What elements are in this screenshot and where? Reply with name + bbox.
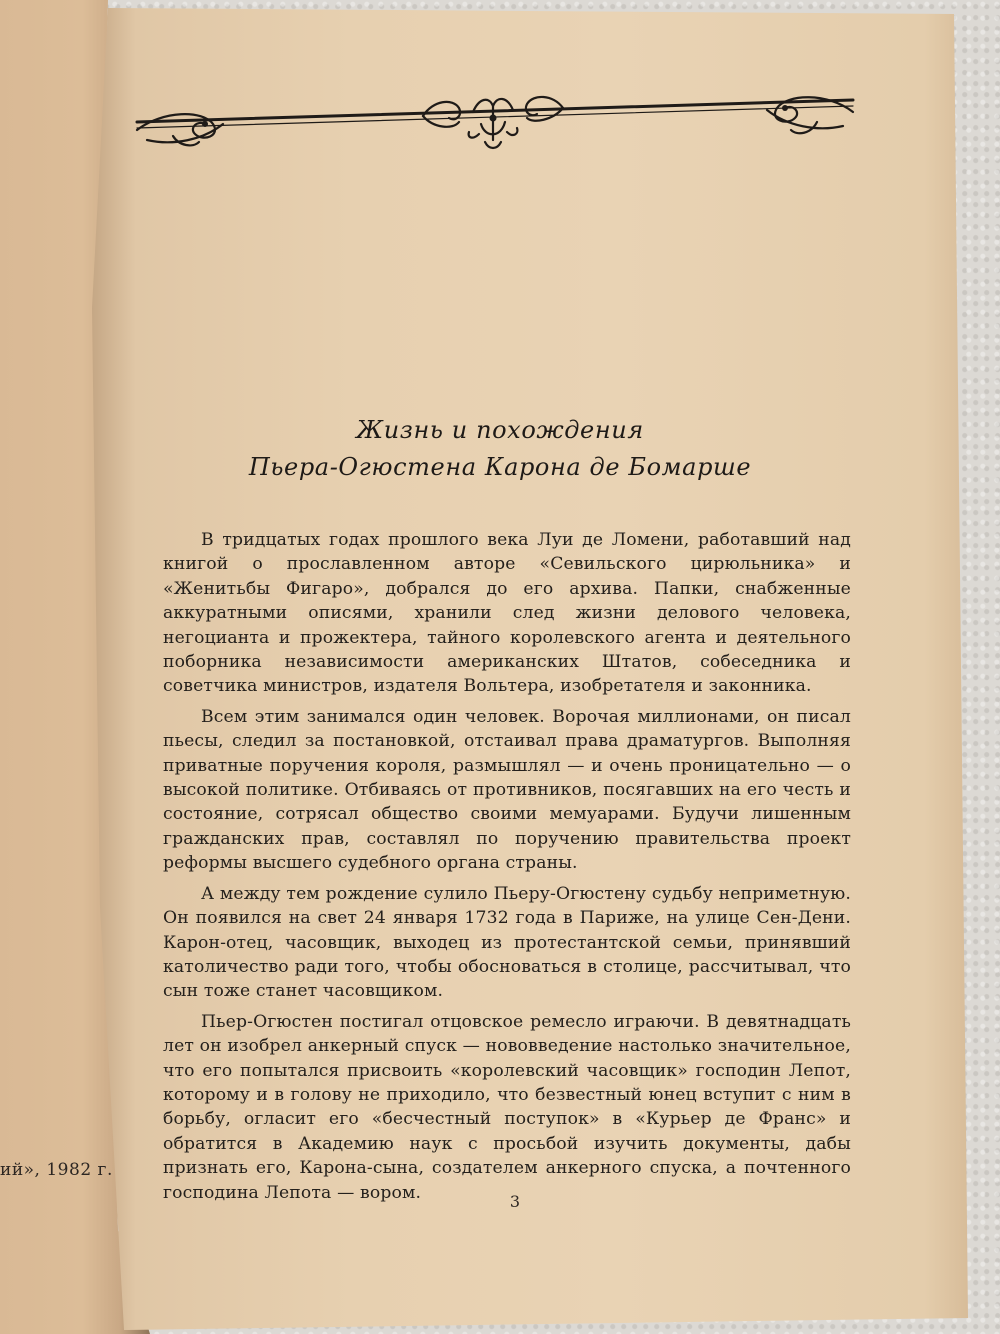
paragraph: А между тем рождение сулило Пьеру-Огюстену судьбу неприметную. Он появился на свет 24 января 1732 года в Париже, на улице Сен-Дени. Карон-отец, часовщик, выходец из протестантской семьи, принявший католичество ради того, чтобы обосноваться в столице, рассчитывал, что сын тоже станет часовщиком.: [163, 883, 851, 1002]
paragraph: Всем этим занимался один человек. Ворочая миллионами, он писал пьесы, следил за постановкой, отстаивал права драматургов. Выполняя приватные поручения короля, размышлял — и очень проницательно — о высокой политике. Отбиваясь от противников, посягавших на его честь и состояние, сотрясал общество своими мемуарами. Будучи лишенным гражданских прав, составлял по поручению правительства проект реформы высшего судебного органа страны.: [163, 706, 851, 874]
floral-ornament-icon: [133, 90, 857, 160]
paragraph: В тридцатых годах прошлого века Луи де Ломени, работавший над книгой о прославленном авторе «Севильского цирюльника» и «Женитьбы Фигаро», добрался до его архива. Папки, снабженные аккуратными описями, хранили след жизни делового человека, негоцианта и прожектера, тайного королевского агента и деятельного поборника независимости американских Штатов, собеседника и советчика министров, издателя Вольтера, изобретателя и законника.: [163, 530, 851, 697]
chapter-title-line: Жизнь и похождения: [356, 416, 644, 444]
paragraph: Пьер-Огюстен постигал отцовское ремесло играючи. В девятнадцать лет он изобрел анкерный спуск — нововведение настолько значительное, что его попытался присвоить «королевский часовщик» господин Лепот, которому и в голову не приходило, что безвестный юнец вступит с ним в борьбу, огласит его «бесчестный поступок» в «Курьер де Франс» и обратится в Академию наук с просьбой изучить документы, дабы признать его, Карона-сына, создателем анкерного спуска, а почтенного господина Лепота — вором.: [163, 1011, 851, 1203]
chapter-title: [180, 412, 820, 486]
left-page-fragment: ий», 1982 г.: [0, 1160, 113, 1180]
chapter-body: [163, 528, 851, 1211]
page-number: 3: [509, 1192, 521, 1211]
chapter-title-line: Пьера-Огюстена Карона де Бомарше: [248, 453, 752, 481]
